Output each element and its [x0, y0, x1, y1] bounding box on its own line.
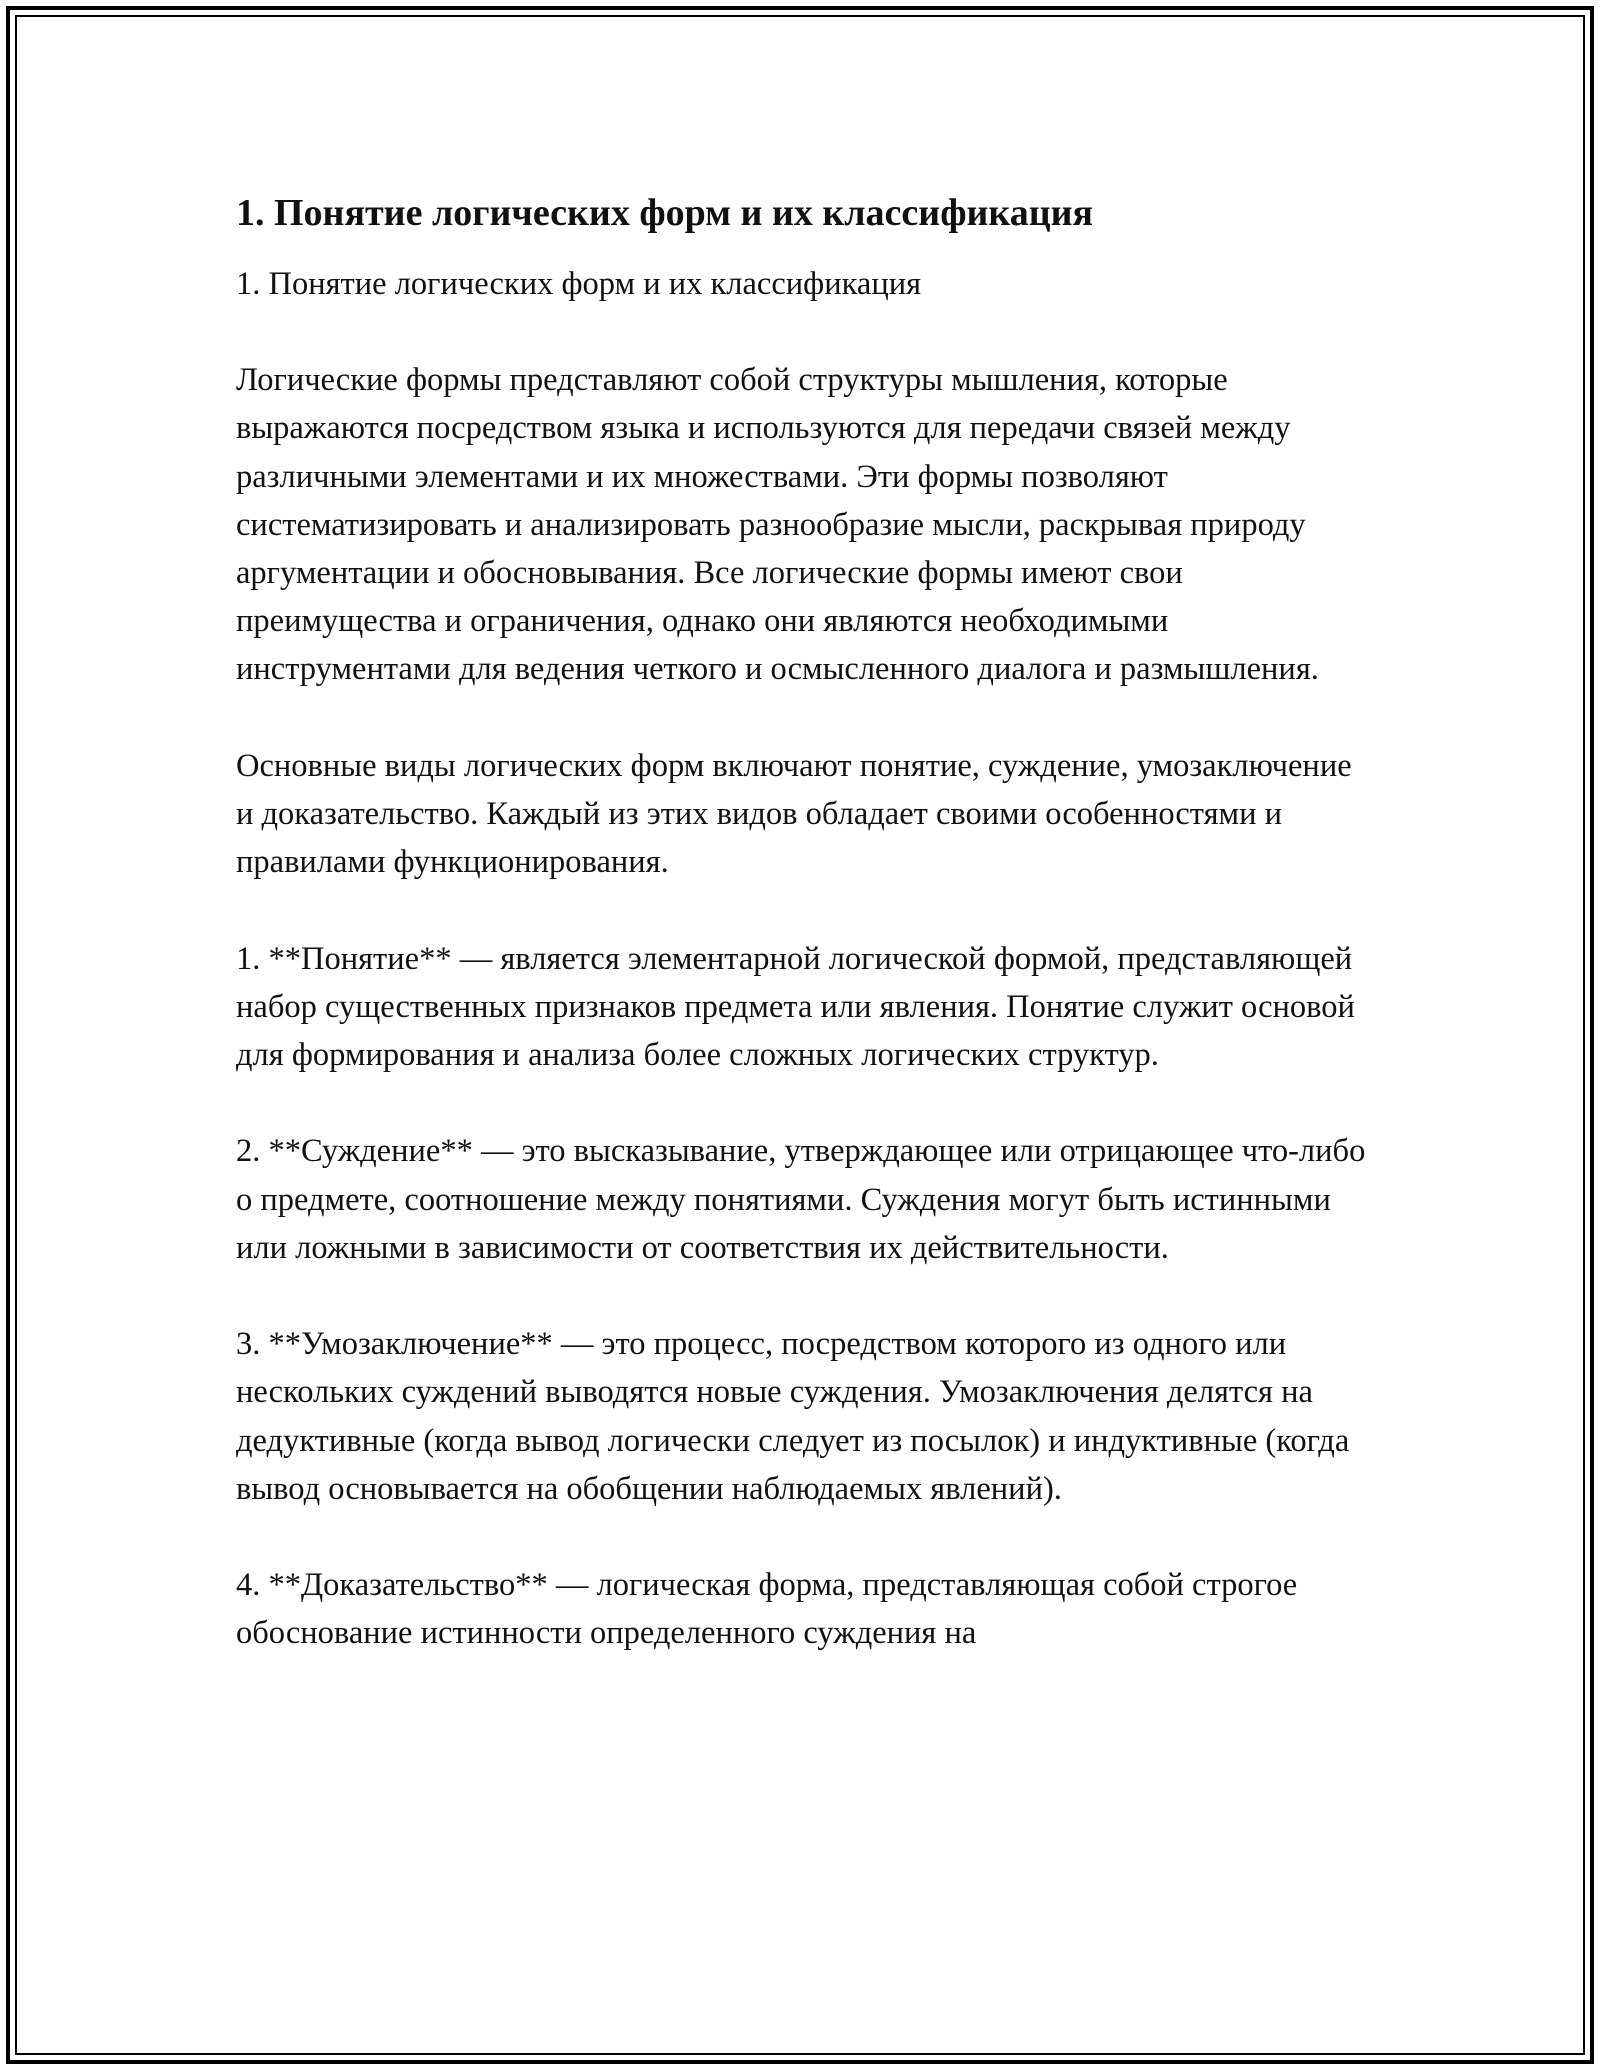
paragraph-types: Основные виды логических форм включают понятие, суждение, умозаключение и доказательство. Каждый из этих видов обладает своими особенностями и правилами функционирования. [236, 747, 1352, 881]
document-body [236, 186, 1366, 1658]
list-item-judgment: 2. **Суждение** — это высказывание, утверждающее или отрицающее что-либо о предмете, соотношение между понятиями. Суждения могут быть истинными или ложными в зависимости от соответствия их действительности. [236, 1133, 1366, 1266]
document-subtitle: 1. Понятие логических форм и их классификация [236, 266, 922, 302]
document-heading: 1. Понятие логических форм и их классификация [236, 192, 1094, 234]
list-item-concept: 1. **Понятие** — является элементарной логической формой, представляющей набор существенных признаков предмета или явления. Понятие служит основой для формирования и анализа более сложных логических структур. [236, 940, 1355, 1074]
list-item-inference: 3. **Умозаключение** — это процесс, посредством которого из одного или нескольких суждений выводятся новые суждения. Умозаключения делятся на дедуктивные (когда вывод логически следует из посылок) и индуктивные (когда вывод основывается на обобщении наблюдаемых явлений). [236, 1326, 1350, 1507]
list-item-proof: 4. **Доказательство** — логическая форма, представляющая собой строгое обоснование истинности определенного суждения на [236, 1567, 1298, 1652]
paragraph-intro: Логические формы представляют собой структуры мышления, которые выражаются посредством языка и используются для передачи связей между различными элементами и их множествами. Эти формы позволяют систематизировать и анализировать разнообразие мысли, раскрывая природу аргументации и обосновывания. Все логические формы имеют свои преимущества и ограничения, однако они являются необходимыми инструментами для ведения четкого и осмысленного диалога и размышления. [236, 362, 1319, 688]
